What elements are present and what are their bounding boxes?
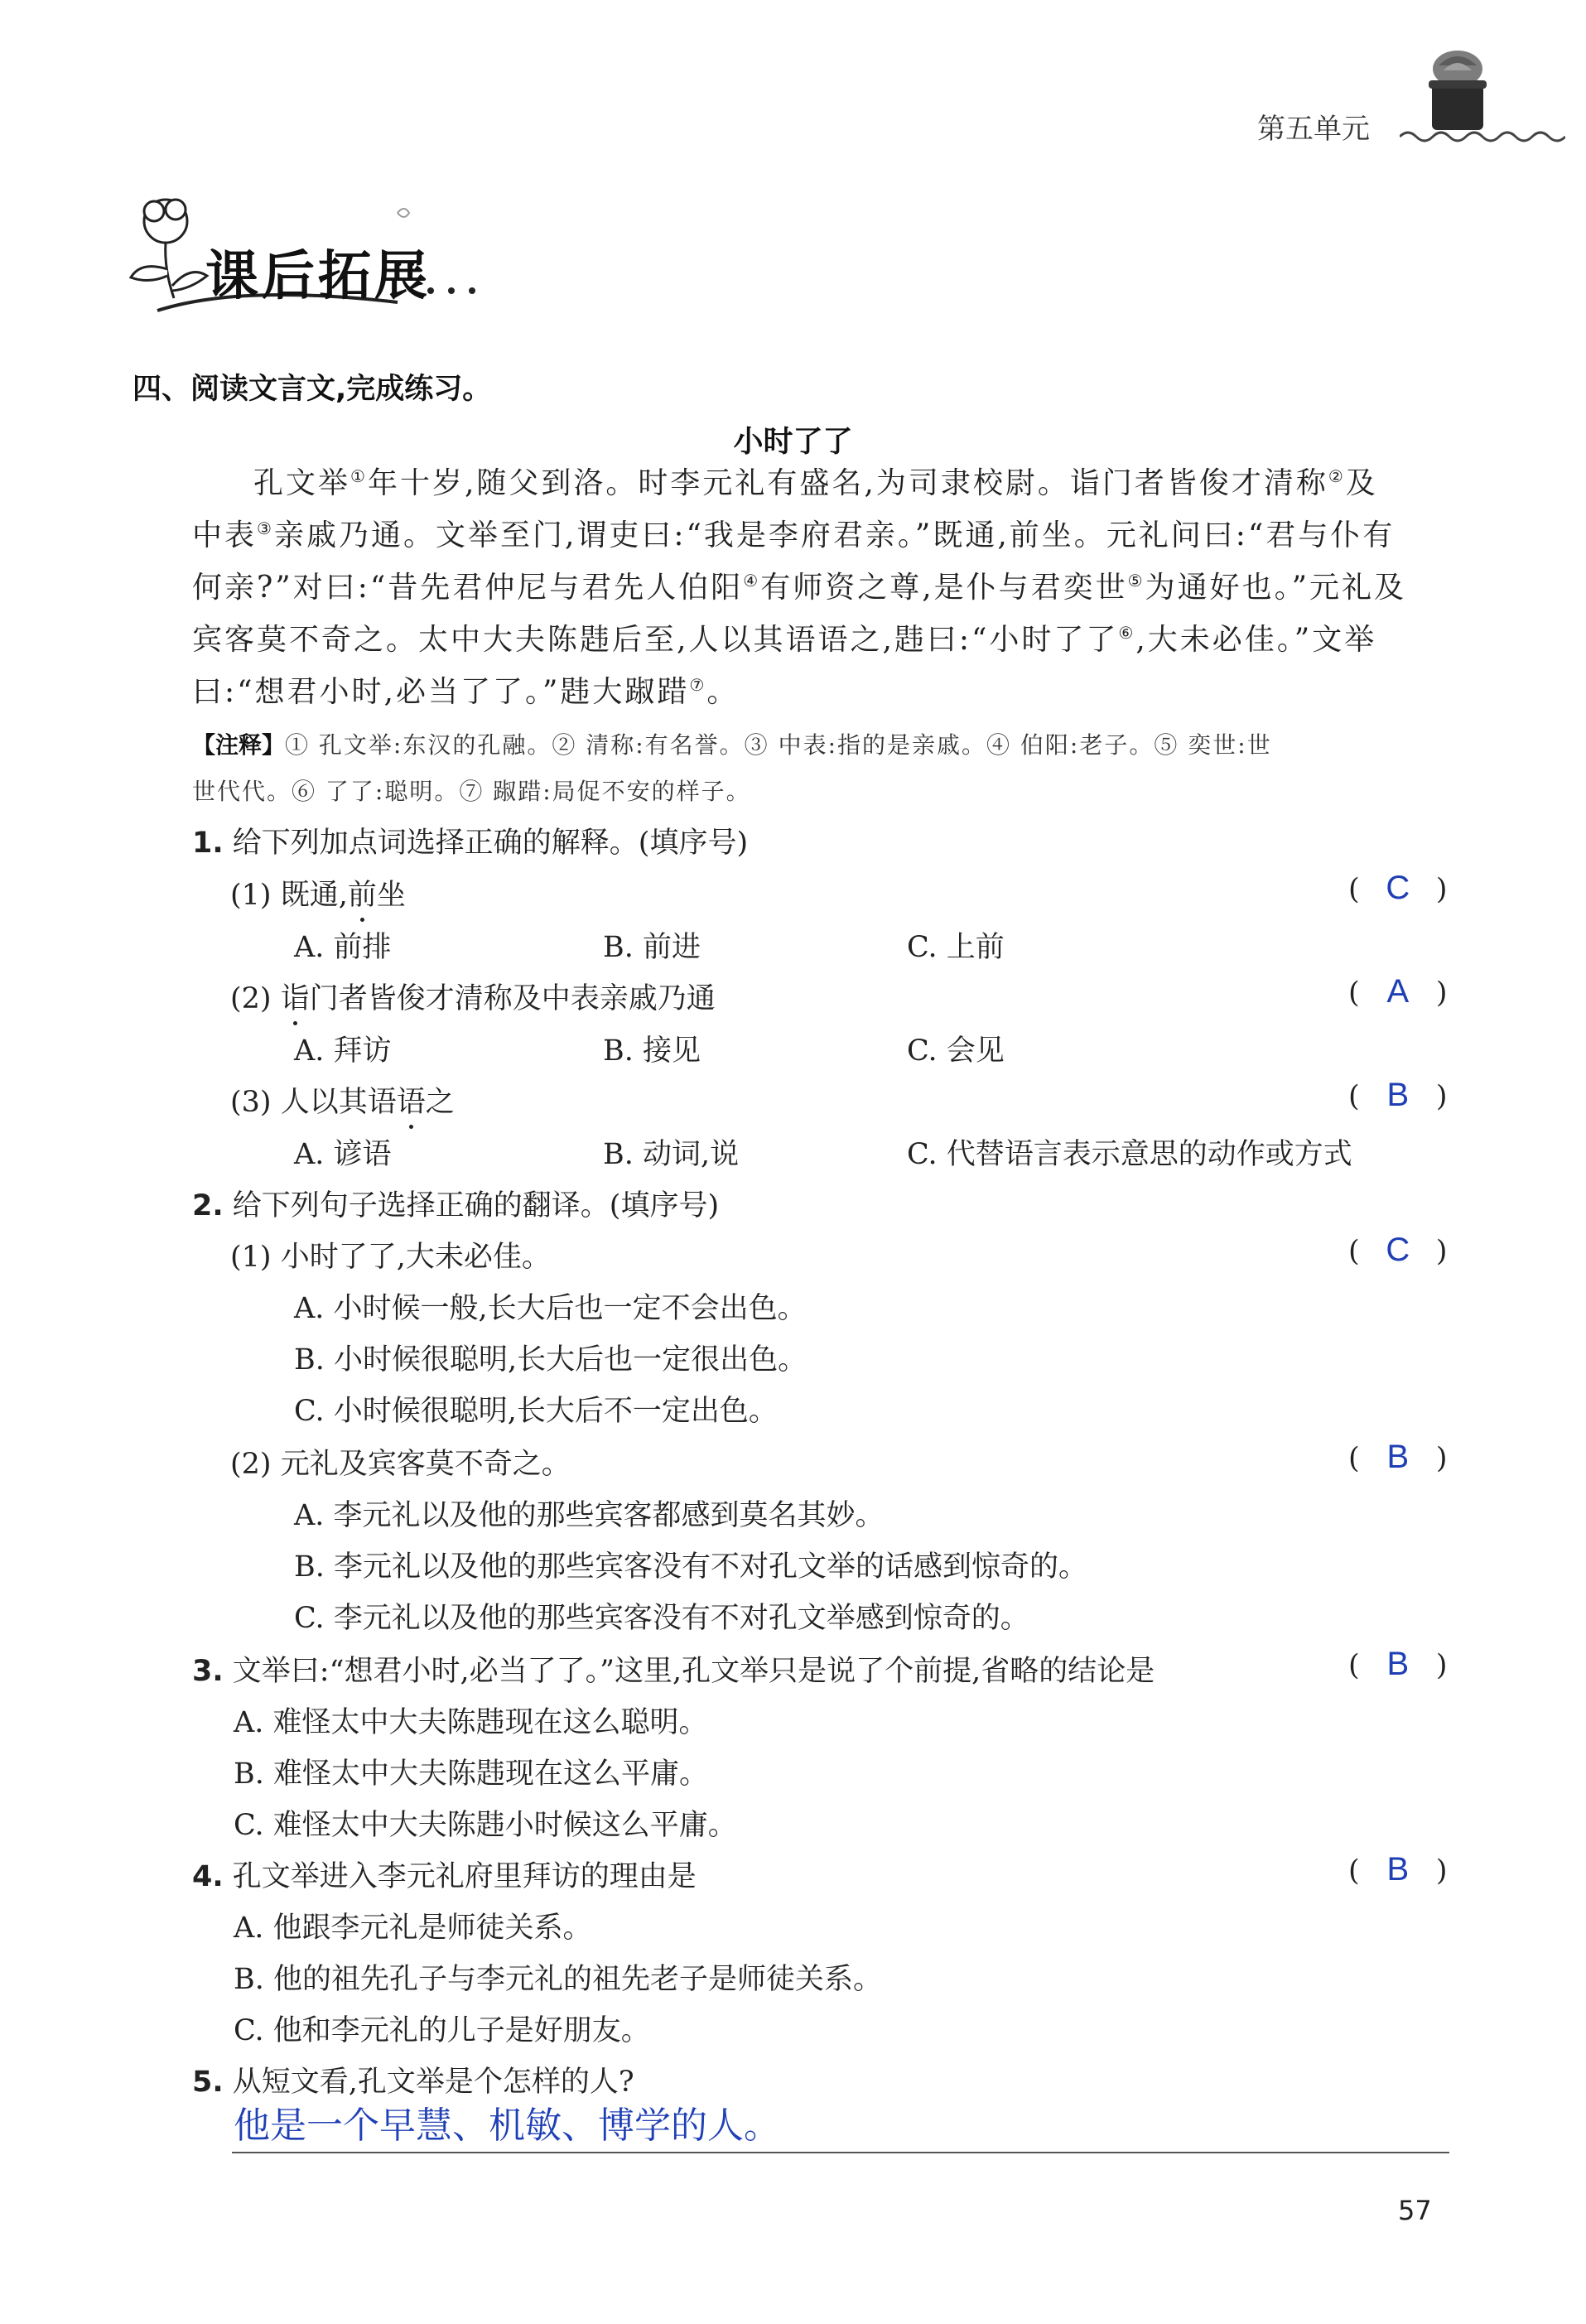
passage-line-4: 宾客莫不奇之。太中大夫陈韪后至,人以其语语之,韪曰:“小时了了⑥,大未必佳。”文举 [192,623,1377,657]
page-number: 57 [1398,2195,1432,2226]
q2-item-2: (2) 元礼及宾客莫不奇之。 [230,1448,571,1481]
q1-item-1: (1) 既通,前坐 [230,879,406,912]
wave-decoration [1400,128,1565,145]
q2-item-1-option-c: C. 小时候很聪明,长大后不一定出色。 [294,1395,778,1428]
q3-stem: 3. 文举曰:“想君小时,必当了了。”这里,孔文举只是说了个前提,省略的结论是 [192,1655,1155,1688]
q1-stem: 1. 给下列加点词选择正确的解释。(填序号) [192,827,749,860]
passage-title: 小时了了 [733,425,853,459]
q5-answer: 他是一个早慧、机敏、博学的人。 [234,2105,780,2147]
section-heading: 四、阅读文言文,完成练习。 [133,373,492,406]
q1-item-2-option-a: A. 拜访 [294,1034,392,1068]
q2-item-2-option-c: C. 李元礼以及他的那些宾客没有不对孔文举感到惊奇的。 [294,1602,1029,1635]
passage-line-5: 曰:“想君小时,必当了了。”韪大踧踖⑦。 [192,675,740,709]
potted-plant-icon [1420,46,1495,137]
banner-title: 课后拓展 [205,246,431,307]
q1-item-3-option-a: A. 谚语 [294,1138,392,1171]
q2-item-1: (1) 小时了了,大未必佳。 [230,1241,551,1274]
q2-item-2-answer: ( B ) [1348,1439,1448,1475]
q1-item-1-answer: ( C ) [1348,870,1448,906]
q5-stem: 5. 从短文看,孔文举是个怎样的人? [192,2066,634,2099]
q2-stem: 2. 给下列句子选择正确的翻译。(填序号) [192,1189,720,1222]
q3-option-a: A. 难怪太中大夫陈韪现在这么聪明。 [234,1706,708,1739]
q4-stem: 4. 孔文举进入李元礼府里拜访的理由是 [192,1860,697,1893]
q4-answer: ( B ) [1348,1851,1448,1888]
q1-item-3-option-c: C. 代替语言表示意思的动作或方式 [907,1138,1352,1171]
q1-item-2-option-c: C. 会见 [907,1034,1005,1068]
passage-line-3: 何亲?”对曰:“昔先君仲尼与君先人伯阳④有师资之尊,是仆与君奕世⑤为通好也。”元礼及 [192,571,1406,605]
q1-item-3: (3) 人以其语语之 [230,1086,455,1119]
q4-option-a: A. 他跟李元礼是师徒关系。 [234,1912,592,1945]
q3-option-b: B. 难怪太中大夫陈韪现在这么平庸。 [234,1757,708,1791]
q2-item-2-option-b: B. 李元礼以及他的那些宾客没有不对孔文举的话感到惊奇的。 [294,1550,1087,1584]
q1-item-2: (2) 诣门者皆俊才清称及中表亲戚乃通 [230,982,716,1015]
q2-item-1-answer: ( C ) [1348,1232,1448,1268]
notes-label: 【注释】 [192,731,286,759]
q1-item-3-answer: ( B ) [1348,1077,1448,1113]
q1-item-3-option-b: B. 动词,说 [603,1138,740,1171]
answer-line [232,2152,1449,2153]
q1-item-1-option-c: C. 上前 [907,931,1005,964]
notes-line-2: 世代代。⑥ 了了:聪明。⑦ 踧踖:局促不安的样子。 [192,778,751,805]
passage-line-2: 中表③亲戚乃通。文举至门,谓吏曰:“我是李府君亲。”既通,前坐。元礼问曰:“君与仆有 [192,518,1396,552]
q1-item-1-option-a: A. 前排 [294,931,392,964]
q1-item-1-option-b: B. 前进 [603,931,701,964]
q2-item-1-option-b: B. 小时候很聪明,长大后也一定很出色。 [294,1343,807,1377]
q2-item-2-option-a: A. 李元礼以及他的那些宾客都感到莫名其妙。 [294,1499,885,1532]
q1-item-2-option-b: B. 接见 [603,1034,701,1068]
notes-line-1: 【注释】① 孔文举:东汉的孔融。② 清称:有名誉。③ 中表:指的是亲戚。④ 伯阳:老子。⑤ 奕世:世 [192,731,1272,759]
q1-item-2-answer: ( A ) [1348,973,1448,1010]
q2-item-1-option-a: A. 小时候一般,长大后也一定不会出色。 [294,1292,807,1325]
q3-answer: ( B ) [1348,1646,1448,1682]
q4-option-b: B. 他的祖先孔子与李元礼的祖先老子是师徒关系。 [234,1963,882,1996]
passage-line-1: 孔文举①年十岁,随父到洛。时李元礼有盛名,为司隶校尉。诣门者皆俊才清称②及 [253,466,1378,500]
q4-option-c: C. 他和李元礼的儿子是好朋友。 [234,2014,650,2047]
q3-option-c: C. 难怪太中大夫陈韪小时候这么平庸。 [234,1809,737,1842]
unit-label: 第五单元 [1257,113,1370,146]
